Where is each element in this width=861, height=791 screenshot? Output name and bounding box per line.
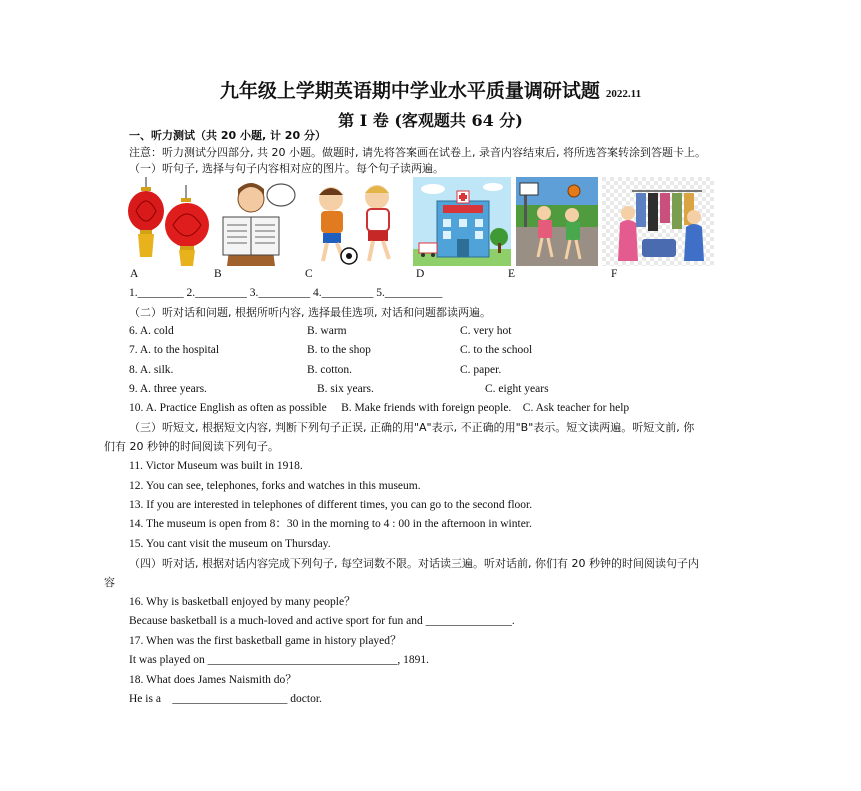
tf-question-11: 11. Victor Museum was built in 1918. [129, 460, 303, 472]
tf-question-13: 13. If you are interested in telephones of different times, you can go to the second floor. [129, 499, 533, 511]
part3-instruction-line1: （三）听短文, 根据短文内容, 判断下列句子正误, 正确的用"A"表示, 不正确的用"B"表示。短文读两遍。听短文前, 你 [129, 421, 695, 434]
exam-date: 2022.11 [605, 88, 642, 100]
picture-label-f: F [611, 268, 618, 280]
q7-option-a: 7. A. to the hospital [129, 344, 220, 356]
answer-blanks-1-5: 1.________ 2._________ 3._________ 4._________ 5.__________ [129, 287, 443, 299]
fill-answer-18: He is a ____________________ doctor. [129, 693, 322, 705]
exam-title [0, 76, 861, 103]
part1-instruction: （一）听句子, 选择与句子内容相对应的图片。每个句子读两遍。 [129, 162, 444, 175]
q9-option-b: B. six years. [317, 383, 374, 395]
tf-question-12: 12. You can see, telephones, forks and watches in this museum. [129, 480, 421, 492]
clothes-shopping-picture [602, 177, 714, 266]
q10-options: 10. A. Practice English as often as possible B. Make friends with foreign people. C. Ask teacher for help [129, 402, 630, 414]
section-heading: 一、听力测试（共 20 小题, 计 20 分） [129, 129, 326, 142]
red-lanterns-picture [128, 177, 212, 266]
q8-option-b: B. cotton. [307, 364, 353, 376]
part3-instruction-line2: 们有 20 秒钟的时间阅读下列句子。 [104, 440, 279, 453]
q6-option-a: 6. A. cold [129, 325, 174, 337]
q8-option-a: 8. A. silk. [129, 364, 174, 376]
exam-title-text: 九年级上学期英语期中学业水平质量调研试题 [219, 80, 600, 102]
part4-instruction-line2: 容 [104, 576, 115, 589]
hospital-picture [413, 177, 511, 266]
q9-option-c: C. eight years [485, 383, 549, 395]
q6-option-b: B. warm [307, 325, 347, 337]
fill-question-18: 18. What does James Naismith do？ [129, 674, 297, 686]
kids-playing-basketball-picture [516, 177, 598, 266]
q9-option-a: 9. A. three years. [129, 383, 207, 395]
fill-question-17: 17. When was the first basketball game in history played？ [129, 635, 402, 647]
part4-instruction-line1: （四）听对话, 根据对话内容完成下列句子, 每空词数不限。对话读三遍。听对话前, 你们有 20 秒钟的时间阅读句子内 [129, 557, 699, 570]
boys-playing-football-picture [301, 177, 409, 266]
fill-answer-16: Because basketball is a much-loved and active sport for fun and _______________. [129, 615, 515, 627]
q6-option-c: C. very hot [460, 325, 512, 337]
picture-label-e: E [508, 268, 516, 280]
tf-question-15: 15. You cant visit the museum on Thursday. [129, 538, 331, 550]
picture-label-d: D [416, 268, 425, 280]
notice-text: 注意：听力测试分四部分, 共 20 小题。做题时, 请先将答案画在试卷上, 录音内容结束后, 将所选答案转涂到答题卡上。 [129, 146, 706, 159]
picture-label-c: C [305, 268, 313, 280]
fill-question-16: 16. Why is basketball enjoyed by many people？ [129, 596, 356, 608]
fill-answer-17: It was played on _________________________________, 1891. [129, 654, 429, 666]
q7-option-b: B. to the shop [307, 344, 371, 356]
q7-option-c: C. to the school [460, 344, 533, 356]
part2-instruction: （二）听对话和问题, 根据所听内容, 选择最佳选项, 对话和问题都读两遍。 [129, 306, 491, 319]
tf-question-14: 14. The museum is open from 8：30 in the morning to 4 : 00 in the afternoon in winter. [129, 518, 532, 530]
picture-label-b: B [214, 268, 222, 280]
q8-option-c: C. paper. [460, 364, 502, 376]
picture-label-a: A [130, 268, 139, 280]
man-reading-newspaper-picture [213, 177, 297, 266]
part-title: 第 I 卷 (客观题共 64 分) [338, 111, 523, 130]
